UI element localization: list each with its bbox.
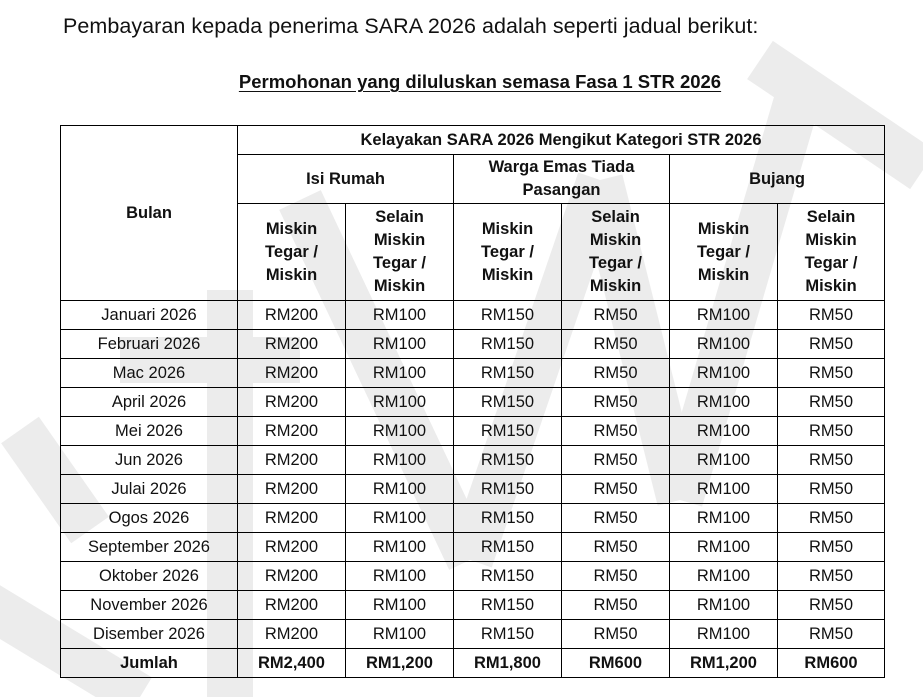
month-cell: Julai 2026 [61, 475, 238, 504]
isi-rumah-selain-cell: RM100 [346, 446, 454, 475]
isi-rumah-selain-cell: RM100 [346, 620, 454, 649]
isi-rumah-miskin-cell: RM200 [238, 475, 346, 504]
bujang-miskin-cell: RM100 [670, 301, 778, 330]
table-row [61, 533, 885, 562]
isi-rumah-miskin-cell: RM200 [238, 301, 346, 330]
total-row [61, 649, 885, 678]
isi-rumah-miskin-cell: RM200 [238, 330, 346, 359]
warga-emas-miskin-cell: RM150 [454, 330, 562, 359]
warga-emas-miskin-cell: RM150 [454, 591, 562, 620]
bujang-miskin-cell: RM100 [670, 417, 778, 446]
month-cell: September 2026 [61, 533, 238, 562]
bujang-selain-cell: RM50 [778, 475, 885, 504]
isi-rumah-miskin-cell: RM200 [238, 417, 346, 446]
isi-rumah-selain-cell: RM100 [346, 388, 454, 417]
warga-emas-miskin-cell: RM150 [454, 388, 562, 417]
isi-rumah-selain-cell: RM100 [346, 562, 454, 591]
warga-emas-selain-cell: RM50 [562, 417, 670, 446]
warga-emas-selain-cell: RM50 [562, 533, 670, 562]
sub-header-warga-emas-miskin: Miskin Tegar / Miskin [454, 204, 562, 301]
warga-emas-selain-cell: RM50 [562, 504, 670, 533]
bujang-selain-cell: RM50 [778, 359, 885, 388]
warga-emas-selain-cell: RM50 [562, 591, 670, 620]
total-value-cell: RM2,400 [238, 649, 346, 678]
bujang-miskin-cell: RM100 [670, 475, 778, 504]
month-cell: November 2026 [61, 591, 238, 620]
table-row [61, 359, 885, 388]
isi-rumah-selain-cell: RM100 [346, 330, 454, 359]
bujang-selain-cell: RM50 [778, 446, 885, 475]
total-value-cell: RM600 [562, 649, 670, 678]
category-header-bujang: Bujang [670, 155, 885, 204]
month-cell: Mei 2026 [61, 417, 238, 446]
isi-rumah-miskin-cell: RM200 [238, 533, 346, 562]
total-value-cell: RM1,800 [454, 649, 562, 678]
isi-rumah-miskin-cell: RM200 [238, 359, 346, 388]
warga-emas-miskin-cell: RM150 [454, 359, 562, 388]
bujang-miskin-cell: RM100 [670, 504, 778, 533]
isi-rumah-selain-cell: RM100 [346, 359, 454, 388]
bujang-selain-cell: RM50 [778, 504, 885, 533]
eligibility-group-header: Kelayakan SARA 2026 Mengikut Kategori STR 2026 [238, 126, 885, 155]
warga-emas-miskin-cell: RM150 [454, 446, 562, 475]
warga-emas-miskin-cell: RM150 [454, 562, 562, 591]
sub-header-isi-rumah-selain: Selain Miskin Tegar / Miskin [346, 204, 454, 301]
bujang-miskin-cell: RM100 [670, 620, 778, 649]
warga-emas-selain-cell: RM50 [562, 330, 670, 359]
isi-rumah-selain-cell: RM100 [346, 533, 454, 562]
month-cell: Februari 2026 [61, 330, 238, 359]
bujang-selain-cell: RM50 [778, 388, 885, 417]
table-row [61, 562, 885, 591]
bujang-miskin-cell: RM100 [670, 446, 778, 475]
warga-emas-selain-cell: RM50 [562, 301, 670, 330]
sara-payment-table [60, 125, 885, 678]
month-cell: Oktober 2026 [61, 562, 238, 591]
isi-rumah-miskin-cell: RM200 [238, 562, 346, 591]
month-column-header: Bulan [61, 126, 238, 301]
table-row [61, 388, 885, 417]
warga-emas-selain-cell: RM50 [562, 388, 670, 417]
isi-rumah-miskin-cell: RM200 [238, 504, 346, 533]
table-body [61, 301, 885, 678]
bujang-miskin-cell: RM100 [670, 562, 778, 591]
warga-emas-selain-cell: RM50 [562, 562, 670, 591]
table-row [61, 446, 885, 475]
category-header-isi-rumah: Isi Rumah [238, 155, 454, 204]
bujang-selain-cell: RM50 [778, 301, 885, 330]
warga-emas-miskin-cell: RM150 [454, 417, 562, 446]
total-value-cell: RM1,200 [670, 649, 778, 678]
sub-header-bujang-selain: Selain Miskin Tegar / Miskin [778, 204, 885, 301]
warga-emas-selain-cell: RM50 [562, 446, 670, 475]
bujang-miskin-cell: RM100 [670, 330, 778, 359]
isi-rumah-miskin-cell: RM200 [238, 591, 346, 620]
bujang-miskin-cell: RM100 [670, 533, 778, 562]
isi-rumah-selain-cell: RM100 [346, 504, 454, 533]
total-value-cell: RM1,200 [346, 649, 454, 678]
month-cell: Mac 2026 [61, 359, 238, 388]
warga-emas-selain-cell: RM50 [562, 620, 670, 649]
warga-emas-miskin-cell: RM150 [454, 620, 562, 649]
table-row [61, 475, 885, 504]
table-row [61, 417, 885, 446]
category-header-warga-emas: Warga Emas Tiada Pasangan [454, 155, 670, 204]
month-cell: Januari 2026 [61, 301, 238, 330]
warga-emas-miskin-cell: RM150 [454, 504, 562, 533]
table-row [61, 330, 885, 359]
table-row [61, 591, 885, 620]
total-value-cell: RM600 [778, 649, 885, 678]
intro-text: Pembayaran kepada penerima SARA 2026 adalah seperti jadual berikut: [63, 14, 759, 38]
bujang-selain-cell: RM50 [778, 562, 885, 591]
table-row [61, 620, 885, 649]
warga-emas-selain-cell: RM50 [562, 359, 670, 388]
bujang-miskin-cell: RM100 [670, 359, 778, 388]
table-row [61, 301, 885, 330]
isi-rumah-selain-cell: RM100 [346, 591, 454, 620]
isi-rumah-selain-cell: RM100 [346, 475, 454, 504]
sub-header-warga-emas-selain: Selain Miskin Tegar / Miskin [562, 204, 670, 301]
bujang-selain-cell: RM50 [778, 620, 885, 649]
bujang-selain-cell: RM50 [778, 533, 885, 562]
sub-header-isi-rumah-miskin: Miskin Tegar / Miskin [238, 204, 346, 301]
warga-emas-miskin-cell: RM150 [454, 475, 562, 504]
warga-emas-miskin-cell: RM150 [454, 301, 562, 330]
month-cell: Ogos 2026 [61, 504, 238, 533]
isi-rumah-miskin-cell: RM200 [238, 388, 346, 417]
month-cell: April 2026 [61, 388, 238, 417]
month-cell: Disember 2026 [61, 620, 238, 649]
bujang-selain-cell: RM50 [778, 330, 885, 359]
isi-rumah-selain-cell: RM100 [346, 301, 454, 330]
warga-emas-miskin-cell: RM150 [454, 533, 562, 562]
total-label-cell: Jumlah [61, 649, 238, 678]
bujang-miskin-cell: RM100 [670, 591, 778, 620]
bujang-selain-cell: RM50 [778, 591, 885, 620]
month-cell: Jun 2026 [61, 446, 238, 475]
table-subtitle: Permohonan yang diluluskan semasa Fasa 1 STR 2026 [238, 71, 722, 92]
bujang-selain-cell: RM50 [778, 417, 885, 446]
table-row [61, 504, 885, 533]
isi-rumah-miskin-cell: RM200 [238, 620, 346, 649]
sub-header-bujang-miskin: Miskin Tegar / Miskin [670, 204, 778, 301]
isi-rumah-selain-cell: RM100 [346, 417, 454, 446]
warga-emas-selain-cell: RM50 [562, 475, 670, 504]
isi-rumah-miskin-cell: RM200 [238, 446, 346, 475]
bujang-miskin-cell: RM100 [670, 388, 778, 417]
